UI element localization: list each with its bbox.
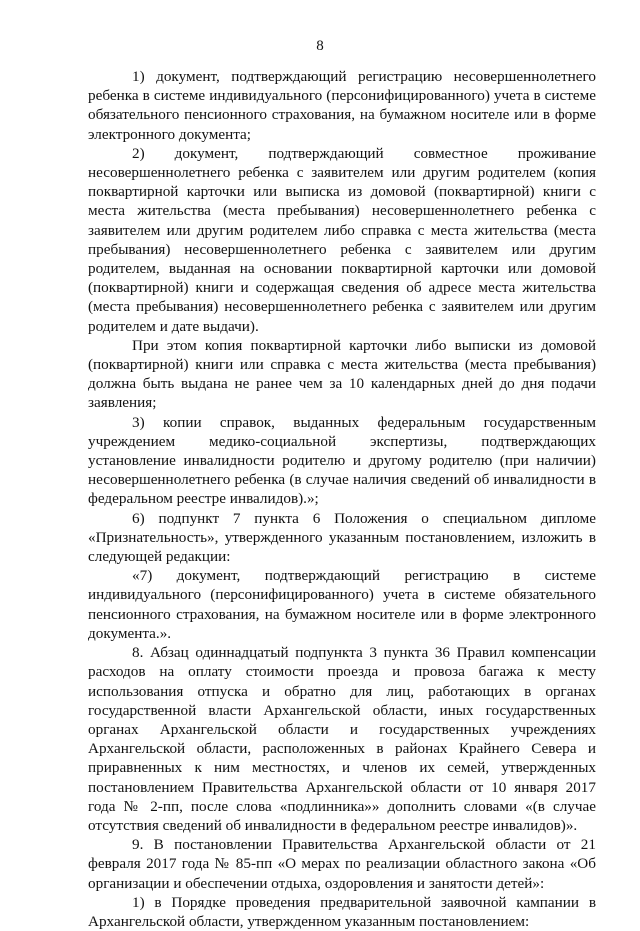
paragraph-6-diploma-amendment: 6) подпункт 7 пункта 6 Положения о специальном дипломе «Признательность», утвержденного указанным постановлением, изложить в следующей редакции:: [88, 509, 596, 566]
paragraph-2-cohabitation-document: 2) документ, подтверждающий совместное проживание несовершеннолетнего ребенка с заявителем или другим родителем (копия поквартирной карточки или выписка из домовой (поквартирной) книги с места жительства (места пребывания) несовершеннолетнего ребенка с заявителем или другим родителем либо справка с места жительства (места пребывания) несовершеннолетнего ребенка с заявителем или другим родителем, выданная на основании поквартирной карточки или домовой (поквартирной) книги и содержащая сведения об адресе места жительства (места пребывания) несовершеннолетнего ребенка с заявителем или другим родителем и дате выдачи).: [88, 144, 596, 335]
paragraph-3-disability-certificates: 3) копии справок, выданных федеральным государственным учреждением медико-социальной экспертизы, подтверждающих установление инвалидности родителю и другому родителю (при наличии) несовершеннолетнего ребенка (в случае наличия сведений об инвалидности в федеральном реестре инвалидов).»;: [88, 413, 596, 508]
paragraph-9-1-application-campaign: 1) в Порядке проведения предварительной заявочной кампании в Архангельской области, утвержденном указанным постановлением:: [88, 893, 596, 930]
page-number: 8: [316, 38, 324, 54]
paragraph-7-new-wording: «7) документ, подтверждающий регистрацию в системе индивидуального (персонифицированного) учета в системе обязательного пенсионного страхования, на бумажном носителе или в форме электронного документа.».: [88, 567, 596, 642]
paragraph-1-registration-document: 1) документ, подтверждающий регистрацию несовершеннолетнего ребенка в системе индивидуального (персонифицированного) учета в системе обязательного пенсионного страхования, на бумажном носителе или в форме электронного документа;: [88, 68, 596, 143]
paragraph-9-resolution-85: 9. В постановлении Правительства Архангельской области от 21 февраля 2017 года № 85-пп «О мерах по реализации областного закона «Об организации и обеспечении отдыха, оздоровления и занятости детей»:: [88, 836, 596, 892]
document-body: [88, 67, 596, 931]
paragraph-copy-validity: При этом копия поквартирной карточки либо выписки из домовой (поквартирной) книги или справка с места жительства (места пребывания) должна быть выдана не ранее чем за 10 календарных дней до дня подачи заявления;: [88, 336, 596, 412]
paragraph-8-travel-compensation: 8. Абзац одиннадцатый подпункта 3 пункта 36 Правил компенсации расходов на оплату стоимости проезда и провоза багажа к месту использования отпуска и обратно для лиц, работающих в органах государственной власти Архангельской области, иных государственных органах Архангельской области и государственных учреждениях Архангельской области, расположенных в районах Крайнего Севера и приравненных к ним местностях, и членов их семей, утвержденных постановлением Правительства Архангельской области от 10 января 2017 года № 2-пп, после слова «подлинника»» дополнить словами «(в случае отсутствия сведений об инвалидности в федеральном реестре инвалидов)».: [88, 644, 596, 834]
